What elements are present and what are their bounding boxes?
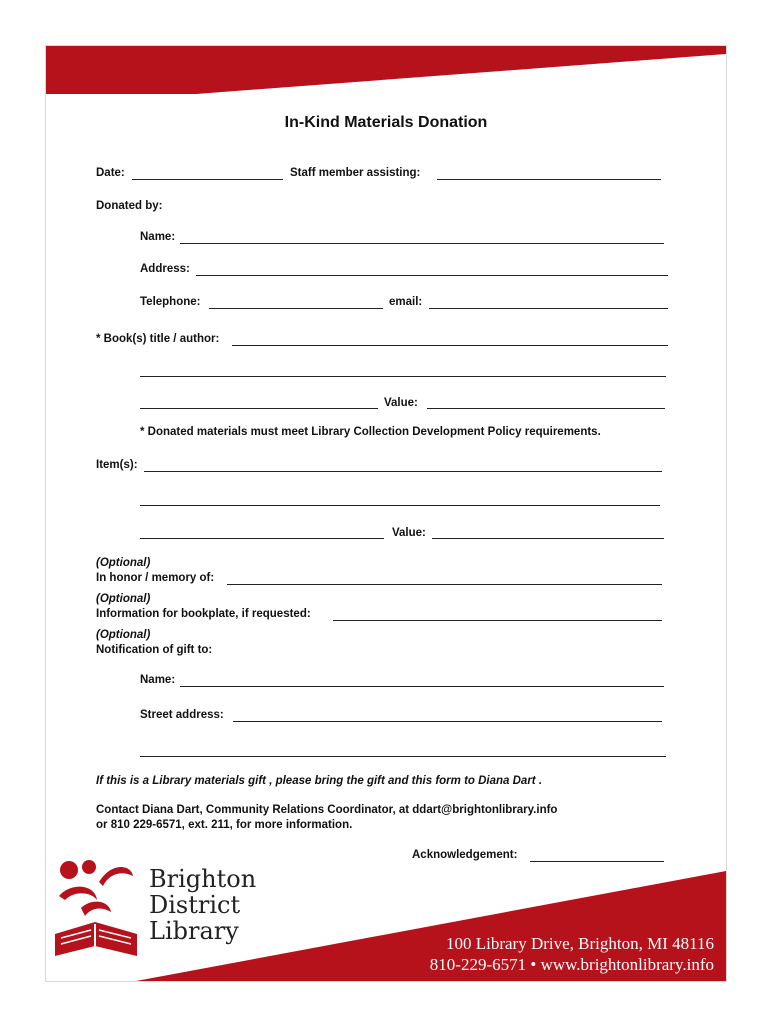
footer-phone-web: 810-229-6571 • www.brightonlibrary.info xyxy=(429,955,714,974)
items-field-line-2[interactable] xyxy=(140,505,660,506)
optional-label-honor: (Optional) xyxy=(96,557,151,569)
notification-label: Notification of gift to: xyxy=(96,644,213,656)
items-field-line-3[interactable] xyxy=(140,538,384,539)
name-field[interactable] xyxy=(180,243,664,244)
contact-line-1: Contact Diana Dart, Community Relations Coordinator, at ddart@brightonlibrary.info xyxy=(96,804,558,816)
bookplate-field[interactable] xyxy=(333,620,662,621)
date-field[interactable] xyxy=(132,179,283,180)
date-label: Date: xyxy=(96,167,125,179)
address-label: Address: xyxy=(140,263,190,275)
staff-label: Staff member assisting: xyxy=(290,167,421,179)
notify-name-label: Name: xyxy=(140,674,176,686)
library-logo-icon xyxy=(51,856,143,966)
books-value-field[interactable] xyxy=(427,408,665,409)
donation-form-page xyxy=(45,45,727,982)
books-field[interactable] xyxy=(232,345,668,346)
name-label: Name: xyxy=(140,231,176,243)
logo-text-library: Library xyxy=(149,917,239,945)
notify-name-field[interactable] xyxy=(180,686,664,687)
street-address-line-2[interactable] xyxy=(140,756,666,757)
contact-line-2: or 810 229-6571, ext. 211, for more information. xyxy=(96,819,353,831)
form-title: In-Kind Materials Donation xyxy=(284,114,488,131)
acknowledgement-label: Acknowledgement: xyxy=(412,849,518,861)
books-label: * Book(s) title / author: xyxy=(96,333,220,345)
books-value-label: Value: xyxy=(384,397,418,409)
books-field-line-3[interactable] xyxy=(140,408,378,409)
acknowledgement-field[interactable] xyxy=(530,861,664,862)
optional-label-notification: (Optional) xyxy=(96,629,151,641)
optional-label-bookplate: (Optional) xyxy=(96,593,151,605)
email-label: email: xyxy=(389,296,423,308)
honor-label: In honor / memory of: xyxy=(96,572,215,584)
street-address-label: Street address: xyxy=(140,709,224,721)
bookplate-label: Information for bookplate, if requested: xyxy=(96,608,311,620)
items-value-field[interactable] xyxy=(432,538,664,539)
items-field[interactable] xyxy=(144,471,662,472)
email-field[interactable] xyxy=(429,308,668,309)
gift-instruction: If this is a Library materials gift , please bring the gift and this form to Diana Dart . xyxy=(96,775,543,787)
items-label: Item(s): xyxy=(96,459,138,471)
policy-note: * Donated materials must meet Library Collection Development Policy requirements. xyxy=(140,426,601,438)
top-red-banner xyxy=(46,46,726,94)
logo-text-district: District xyxy=(149,891,241,919)
logo-text-brighton: Brighton xyxy=(149,865,257,893)
telephone-label: Telephone: xyxy=(140,296,201,308)
street-address-field[interactable] xyxy=(233,721,662,722)
items-value-label: Value: xyxy=(392,527,426,539)
address-field[interactable] xyxy=(196,275,668,276)
donated-by-heading: Donated by: xyxy=(96,200,163,212)
staff-field[interactable] xyxy=(437,179,661,180)
honor-field[interactable] xyxy=(227,584,662,585)
books-field-line-2[interactable] xyxy=(140,376,666,377)
decorative-banners xyxy=(46,46,726,981)
telephone-field[interactable] xyxy=(209,308,383,309)
footer-address: 100 Library Drive, Brighton, MI 48116 xyxy=(445,934,714,953)
